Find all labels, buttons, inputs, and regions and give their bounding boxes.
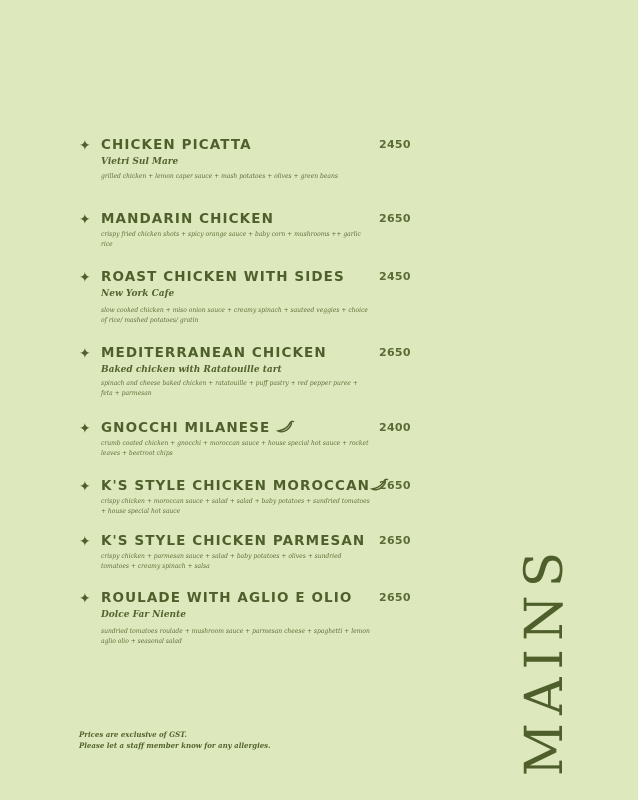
menu-item-subtitle: Vietri Sul Mare <box>101 157 179 167</box>
four-point-star-icon: ✦ <box>79 346 91 362</box>
menu-item-name: ROAST CHICKEN WITH SIDES <box>101 269 345 285</box>
menu-item-description: spinach and cheese baked chicken + ratatouille + puff pastry + red pepper puree + feta + parmesan <box>101 380 358 397</box>
menu-item-description: crispy chicken + parmesan sauce + salad + baby potatoes + olives + sundried tomatoes + creamy spinach + salsa <box>101 553 342 570</box>
footer-allergy-note: Please let a staff member know for any allergies. <box>79 740 271 750</box>
menu-item-description: grilled chicken + lemon caper sauce + mash potatoes + olives + green beans <box>101 173 338 180</box>
menu-item-price: 2650 <box>379 212 411 225</box>
menu-item-description: slow cooked chicken + miso onion sauce + creamy spinach + sauteed veggies + choice of rice/ mashed potatoes/ gratin <box>101 307 368 324</box>
menu-item-description: sundried tomatoes roulade + mushroom sauce + parmesan cheese + spaghetti + lemon aglio olio + seasonal salad <box>101 628 370 645</box>
menu-item-subtitle: New York Cafe <box>101 289 175 299</box>
menu-item-name: K'S STYLE CHICKEN PARMESAN <box>101 533 366 549</box>
menu-item-price: 2650 <box>379 534 411 547</box>
menu-item-name <box>101 478 390 494</box>
menu-item-price: 2650 <box>379 346 411 359</box>
menu-item-description: crumb coated chicken + gnocchi + moroccan sauce + house special hot sauce + rocket leaves + beetroot chips <box>101 440 369 457</box>
menu-item-price: 2400 <box>379 421 411 434</box>
menu-item-subtitle: Dolce Far Niente <box>101 610 186 620</box>
footer-gst-note: Prices are exclusive of GST. <box>79 730 187 739</box>
menu-item-price: 2450 <box>379 270 411 283</box>
menu-item-name-text: K'S STYLE CHICKEN MOROCCAN <box>101 478 371 494</box>
four-point-star-icon: ✦ <box>79 138 91 154</box>
menu-item-name: MANDARIN CHICKEN <box>101 211 274 227</box>
menu-item-subtitle: Baked chicken with Ratatouille tart <box>101 365 282 375</box>
menu-item-price: 2650 <box>379 591 411 604</box>
four-point-star-icon: ✦ <box>79 212 91 228</box>
menu-item-price: 2450 <box>379 138 411 151</box>
four-point-star-icon: ✦ <box>79 591 91 607</box>
footer-notes <box>79 730 271 751</box>
four-point-star-icon: ✦ <box>79 479 91 495</box>
four-point-star-icon: ✦ <box>79 270 91 286</box>
menu-item-name: ROULADE WITH AGLIO E OLIO <box>101 590 353 606</box>
menu-item-name: MEDITERRANEAN CHICKEN <box>101 345 327 361</box>
menu-item-name-text: GNOCCHI MILANESE <box>101 420 271 436</box>
chili-pepper-icon <box>276 420 296 434</box>
four-point-star-icon: ✦ <box>79 421 91 437</box>
four-point-star-icon: ✦ <box>79 534 91 550</box>
menu-item-description: crispy fried chicken shots + spicy orange sauce + baby corn + mushrooms ++ garlic rice <box>101 231 361 248</box>
menu-item-price: 2650 <box>379 479 411 492</box>
menu-item-description: crispy chicken + moroccan sauce + salad + salad + baby potatoes + sundried tomatoes + house special hot sauce <box>101 498 370 515</box>
menu-item-name <box>101 420 296 436</box>
menu-item-name: CHICKEN PICATTA <box>101 137 252 153</box>
section-title: MAINS <box>515 543 575 777</box>
